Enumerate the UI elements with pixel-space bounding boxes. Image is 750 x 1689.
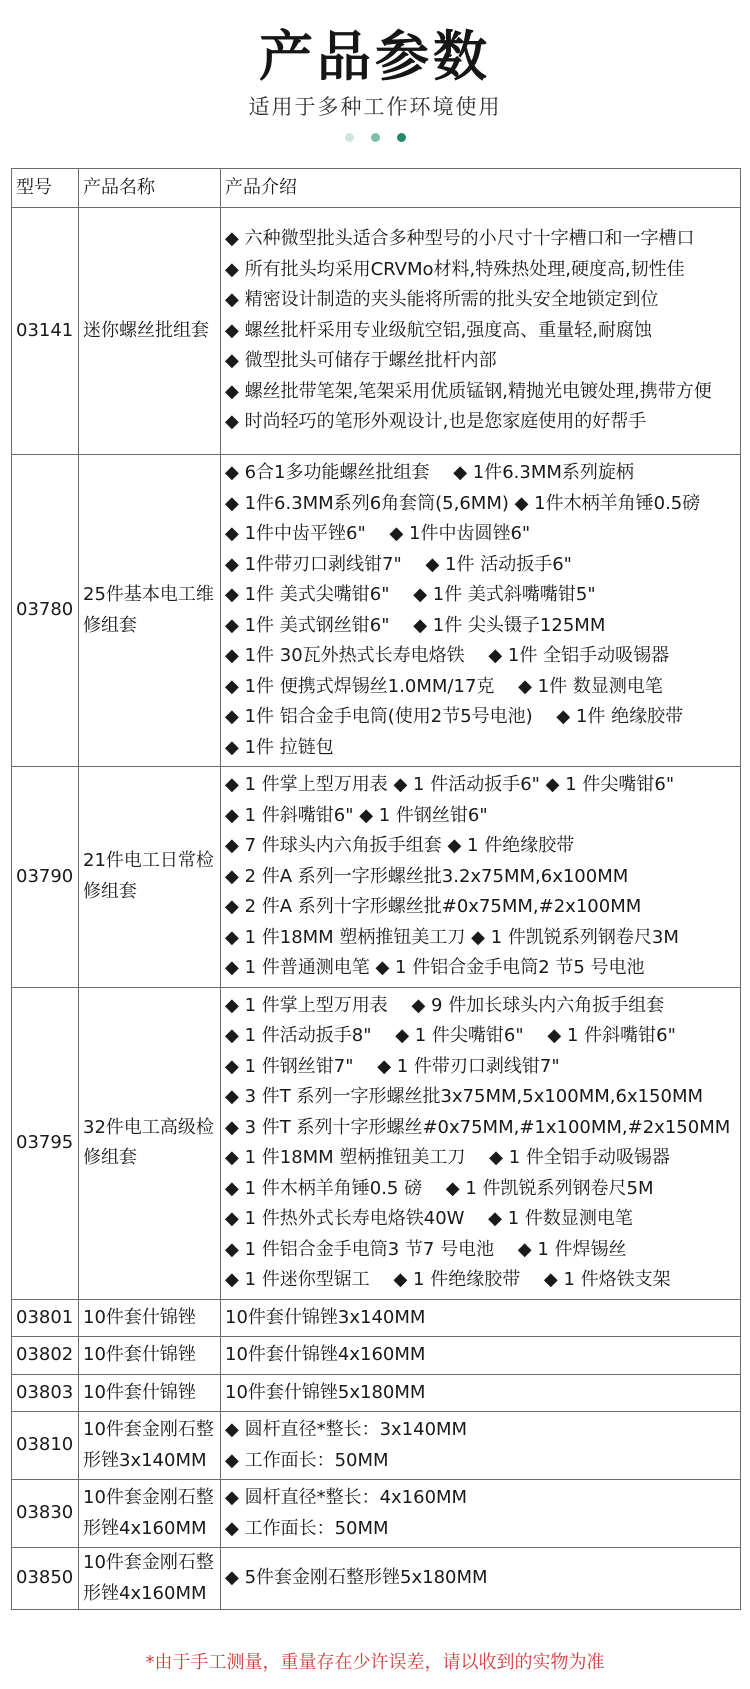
cell-product-intro (221, 1374, 741, 1412)
cell-product-intro (221, 987, 741, 1299)
intro-line: ◆ 5件套金刚石整形锉5x180MM (225, 1567, 488, 1589)
cell-product-name: 10件套金刚石整形锉4x160MM (79, 1480, 221, 1548)
intro-line: 10件套什锦锉3x140MM (225, 1306, 426, 1328)
table-row (12, 1412, 741, 1480)
intro-line: ◆ 1 件铝合金手电筒3 节7 号电池 ◆ 1 件焊锡丝 (225, 1238, 627, 1260)
intro-line: ◆ 1件 30瓦外热式长寿电烙铁 ◆ 1件 全铝手动吸锡器 (225, 645, 670, 666)
page-title: 产品参数 (259, 25, 491, 88)
intro-line: ◆ 1件带刃口剥线钳7" ◆ 1件 活动扳手6" (225, 553, 572, 575)
intro-line: ◆ 1 件热外式长寿电烙铁40W ◆ 1 件数显测电笔 (225, 1208, 633, 1229)
cell-product-name: 10件套什锦锉 (79, 1299, 221, 1337)
table-row (12, 1480, 741, 1548)
intro-line: ◆ 六种微型批头适合多种型号的小尺寸十字槽口和一字槽口 (225, 228, 695, 250)
cell-model: 03850 (12, 1548, 79, 1610)
cell-product-intro (221, 1412, 741, 1480)
intro-line: ◆ 1 件斜嘴钳6" ◆ 1 件钢丝钳6" (225, 804, 488, 826)
table-body (12, 169, 741, 1610)
table-row (12, 987, 741, 1299)
cell-product-name: 21件电工日常检修组套 (79, 767, 221, 988)
cell-product-intro (221, 767, 741, 988)
cell-product-name: 10件套金刚石整形锉3x140MM (79, 1412, 221, 1480)
table-header-row (12, 169, 741, 208)
dot-medium (371, 133, 380, 142)
intro-line: ◆ 工作面长：50MM (225, 1517, 389, 1539)
cell-model: 03795 (12, 987, 79, 1299)
cell-model: 03802 (12, 1337, 79, 1375)
cell-product-name: 10件套金刚石整形锉4x160MM (79, 1548, 221, 1610)
table-row (12, 1299, 741, 1337)
intro-line: ◆ 1 件木柄羊角锤0.5 磅 ◆ 1 件凯锐系列钢卷尺5M (225, 1177, 654, 1199)
cell-product-intro (221, 1548, 741, 1610)
intro-line: ◆ 1 件18MM 塑柄推钮美工刀 ◆ 1 件凯锐系列钢卷尺3M (225, 926, 679, 948)
table-row (12, 1374, 741, 1412)
intro-line: ◆ 1 件迷你型锯工 ◆ 1 件绝缘胶带 ◆ 1 件烙铁支架 (225, 1269, 671, 1290)
intro-line: ◆ 1 件普通测电笔 ◆ 1 件铝合金手电筒2 节5 号电池 (225, 957, 645, 978)
intro-line: ◆ 1件 铝合金手电筒(使用2节5号电池) ◆ 1件 绝缘胶带 (225, 706, 684, 727)
cell-model: 03803 (12, 1374, 79, 1412)
intro-line: ◆ 7 件球头内六角扳手组套 ◆ 1 件绝缘胶带 (225, 835, 575, 856)
cell-product-intro (221, 1480, 741, 1548)
cell-model: 03141 (12, 208, 79, 455)
table-row (12, 1548, 741, 1610)
intro-line: ◆ 1件6.3MM系列6角套筒(5,6MM) ◆ 1件木柄羊角锤0.5磅 (225, 492, 701, 514)
cell-model: 03780 (12, 455, 79, 767)
cell-product-intro (221, 1299, 741, 1337)
intro-line: ◆ 时尚轻巧的笔形外观设计,也是您家庭使用的好帮手 (225, 411, 647, 433)
intro-line: ◆ 工作面长：50MM (225, 1449, 389, 1471)
intro-line: ◆ 所有批头均采用CRVMo材料,特殊热处理,硬度高,韧性佳 (225, 258, 685, 280)
intro-line: ◆ 螺丝批带笔架,笔架采用优质锰钢,精抛光电镀处理,携带方便 (225, 380, 712, 402)
dot-light (345, 133, 354, 142)
table-row (12, 455, 741, 767)
table-row (12, 1337, 741, 1375)
intro-line: ◆ 2 件A 系列十字形螺丝批#0x75MM,#2x100MM (225, 896, 642, 917)
cell-model: 03810 (12, 1412, 79, 1480)
page-subtitle: 适用于多种工作环境使用 (248, 95, 502, 119)
measurement-disclaimer: *由于手工测量，重量存在少许误差，请以收到的实物为准 (145, 1652, 605, 1673)
cell-model: 03790 (12, 767, 79, 988)
cell-product-intro (221, 455, 741, 767)
intro-line: ◆ 圆杆直径*整长：4x160MM (225, 1487, 468, 1508)
intro-line: ◆ 1件 便携式焊锡丝1.0MM/17克 ◆ 1件 数显测电笔 (225, 675, 663, 697)
cell-product-name: 10件套什锦锉 (79, 1374, 221, 1412)
cell-model: 03801 (12, 1299, 79, 1337)
intro-line: ◆ 3 件T 系列十字形螺丝#0x75MM,#1x100MM,#2x150MM (225, 1116, 731, 1138)
cell-model: 03830 (12, 1480, 79, 1548)
dot-dark (397, 133, 406, 142)
cell-product-name: 32件电工高级检修组套 (79, 987, 221, 1299)
cell-product-intro (221, 1337, 741, 1375)
header-product-intro: 产品介绍 (221, 169, 741, 208)
header-product-name: 产品名称 (79, 169, 221, 208)
intro-line: ◆ 1 件掌上型万用表 ◆ 1 件活动扳手6" ◆ 1 件尖嘴钳6" (225, 774, 675, 795)
intro-line: ◆ 1 件钢丝钳7" ◆ 1 件带刃口剥线钳7" (225, 1055, 560, 1077)
intro-line: ◆ 1件 美式钢丝钳6" ◆ 1件 尖头镊子125MM (225, 614, 606, 636)
table-row (12, 767, 741, 988)
cell-product-name: 10件套什锦锉 (79, 1337, 221, 1375)
cell-product-intro (221, 208, 741, 455)
intro-line: ◆ 1 件18MM 塑柄推钮美工刀 ◆ 1 件全铝手动吸锡器 (225, 1147, 670, 1168)
intro-line: ◆ 1件 拉链包 (225, 736, 334, 758)
intro-line: 10件套什锦锉4x160MM (225, 1344, 426, 1365)
decorative-dots (0, 133, 750, 143)
intro-line: ◆ 1件中齿平锉6" ◆ 1件中齿圆锉6" (225, 523, 531, 544)
intro-line: 10件套什锦锉5x180MM (225, 1381, 426, 1403)
cell-product-name: 迷你螺丝批组套 (79, 208, 221, 455)
header-model: 型号 (12, 169, 79, 208)
intro-line: ◆ 1 件活动扳手8" ◆ 1 件尖嘴钳6" ◆ 1 件斜嘴钳6" (225, 1025, 676, 1046)
intro-line: ◆ 3 件T 系列一字形螺丝批3x75MM,5x100MM,6x150MM (225, 1086, 704, 1107)
intro-line: ◆ 精密设计制造的夹头能将所需的批头安全地锁定到位 (225, 289, 659, 311)
intro-line: ◆ 6合1多功能螺丝批组套 ◆ 1件6.3MM系列旋柄 (225, 462, 634, 483)
intro-line: ◆ 微型批头可储存于螺丝批杆内部 (225, 350, 497, 372)
cell-product-name: 25件基本电工维修组套 (79, 455, 221, 767)
intro-line: ◆ 螺丝批杆采用专业级航空铝,强度高、重量轻,耐腐蚀 (225, 319, 653, 341)
intro-line: ◆ 2 件A 系列一字形螺丝批3.2x75MM,6x100MM (225, 865, 629, 887)
intro-line: ◆ 1件 美式尖嘴钳6" ◆ 1件 美式斜嘴嘴钳5" (225, 584, 596, 605)
intro-line: ◆ 1 件掌上型万用表 ◆ 9 件加长球头内六角扳手组套 (225, 994, 665, 1016)
intro-line: ◆ 圆杆直径*整长：3x140MM (225, 1419, 468, 1440)
product-parameters-table (11, 168, 741, 1610)
table-row (12, 208, 741, 455)
